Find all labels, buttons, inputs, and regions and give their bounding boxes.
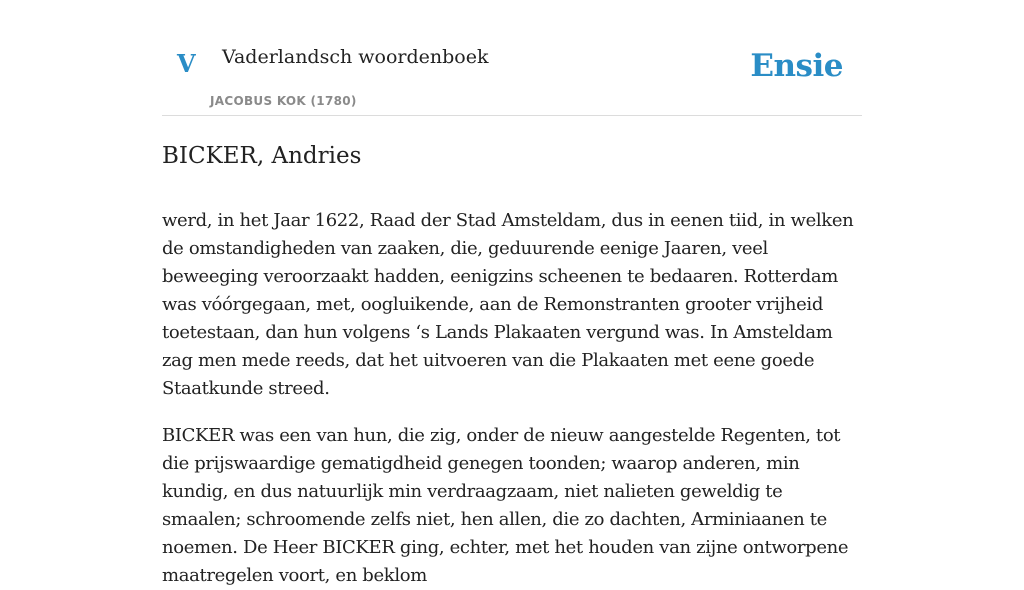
author-label: JACOBUS KOK (1780): [210, 94, 357, 108]
entry-header: [162, 0, 862, 116]
entry-paragraph: BICKER was een van hun, die zig, onder de nieuw aangestelde Regenten, tot die prijswaardige gematigdheid genegen toonden; waarop anderen, min kundig, en dus natuurlijk min verdraagzaam, niet nalieten geweldig te smaalen; schroomende zelfs niet, hen allen, die zo dachten, Arminiaanen te noemen. De Heer BICKER ging, echter, met het houden van zijne ontworpene maatregelen voort, en beklom: [162, 425, 849, 586]
content-column: [162, 0, 862, 590]
entry-title: BICKER, Andries: [162, 143, 362, 169]
entry-paragraph: werd, in het Jaar 1622, Raad der Stad Amsteldam, dus in eenen tiid, in welken de omstandigheden van zaaken, die, geduurende eenige Jaaren, veel beweeging veroorzaakt hadden, eenigzins scheenen te bedaaren. Rotterdam was vóórgegaan, met, oogluikende, aan de Remonstranten grooter vrijheid toetestaan, dan hun volgens ‘s Lands Plakaaten vergund was. In Amsteldam zag men mede reeds, dat het uitvoeren van die Plakaaten met eene goede Staatkunde streed.: [162, 210, 854, 399]
brand-logo[interactable]: Ensie: [750, 48, 843, 84]
letter-index-link[interactable]: V: [177, 49, 196, 78]
dictionary-title-link[interactable]: Vaderlandsch woordenboek: [222, 46, 489, 68]
